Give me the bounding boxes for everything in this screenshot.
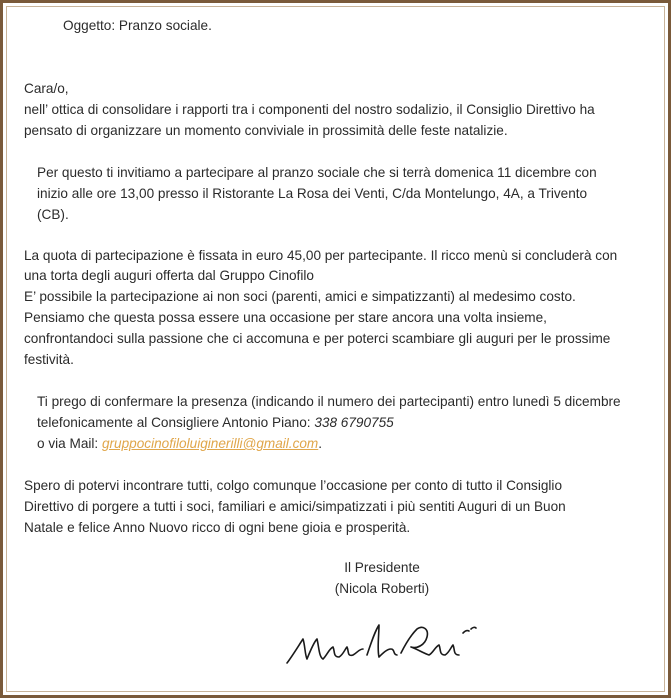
email-link[interactable]: gruppocinofiloluiginerilli@gmail.com [101, 436, 319, 451]
email-label: o via Mail: [37, 436, 102, 451]
greeting: Cara/o, [24, 81, 69, 96]
handwritten-signature [283, 615, 483, 671]
paragraph-line: Per questo ti invitiamo a partecipare al pranzo sociale che si terrà domenica 11 dicembre con [37, 165, 597, 180]
paragraph-line: Natale e felice Anno Nuovo ricco di ogni bene gioia e prosperità. [24, 520, 411, 535]
paragraph-line: La quota di partecipazione è fissata in euro 45,00 per partecipante. Il ricco menù si concluderà con [24, 248, 618, 263]
email-suffix: . [318, 436, 323, 451]
paragraph-line: confrontandoci sulla passione che ci accomuna e per poterci scambiare gli auguri per le prossime [24, 331, 611, 346]
phone-number: 338 6790755 [314, 415, 394, 430]
signature-title: Il Presidente [344, 560, 420, 575]
phone-label: telefonicamente al Consigliere Antonio Piano: [37, 415, 315, 430]
email-line [37, 434, 322, 455]
subject-line: Oggetto: Pranzo sociale. [63, 18, 212, 33]
paragraph-line: Spero di potervi incontrare tutti, colgo comunque l’occasione per conto di tutto il Consiglio [24, 478, 563, 493]
paragraph-line: Ti prego di confermare la presenza (indicando il numero dei partecipanti) entro lunedì 5 dicembre [37, 394, 621, 409]
paragraph-line: nell’ ottica di consolidare i rapporti tra i componenti del nostro sodalizio, il Consiglio Direttivo ha [24, 102, 595, 117]
paragraph-line: (CB). [37, 207, 69, 222]
paragraph-line: una torta degli auguri offerta dal Gruppo Cinofilo [24, 268, 314, 283]
paragraph-line: Pensiamo che questa possa essere una occasione per stare ancora una volta insieme, [24, 310, 547, 325]
paragraph-line: Direttivo di porgere a tutti i soci, familiari e amici/simpatizzati i più sentiti Auguri di un Buon [24, 499, 566, 514]
paragraph-line: E’ possibile la partecipazione ai non soci (parenti, amici e simpatizzanti) al medesimo costo. [24, 289, 576, 304]
phone-line [37, 413, 394, 434]
paragraph-line: pensato di organizzare un momento conviviale in prossimità delle feste natalizie. [24, 123, 508, 138]
signature-name: (Nicola Roberti) [334, 581, 430, 596]
paragraph-line: inizio alle ore 13,00 presso il Ristorante La Rosa dei Venti, C/da Montelungo, 4A, a Trivento [37, 186, 588, 201]
paragraph-line: festività. [24, 352, 74, 367]
